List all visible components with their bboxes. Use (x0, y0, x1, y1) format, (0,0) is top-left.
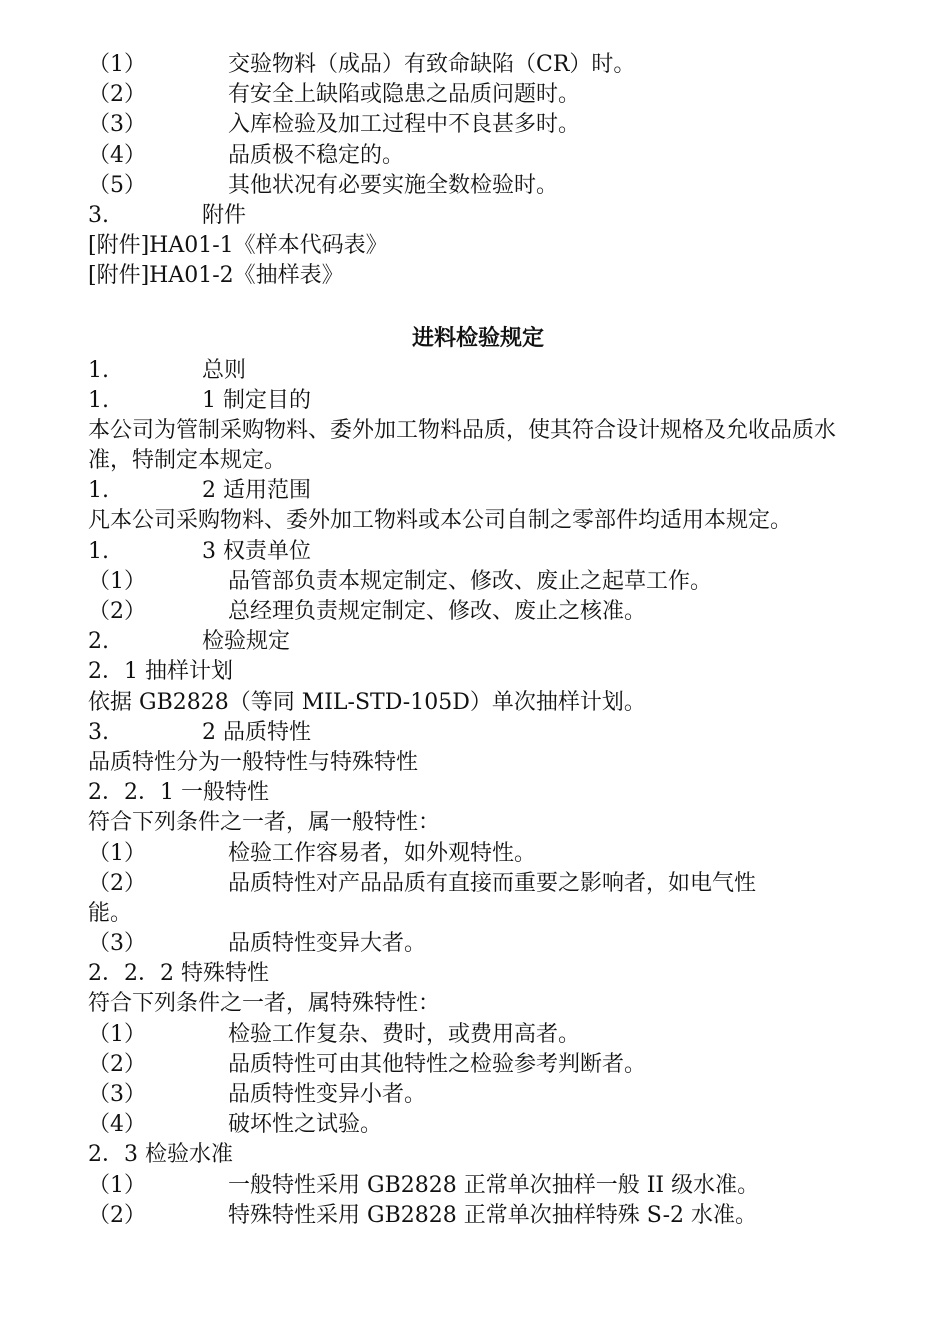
item-text: 品质特性对产品品质有直接而重要之影响者，如电气性 (228, 870, 757, 896)
item-text: 品质特性变异大者。 (228, 931, 427, 957)
list-item (88, 869, 868, 899)
section-label: 检验规定 (202, 629, 291, 655)
section-number: 1. (88, 357, 109, 383)
item-text: 交验物料（成品）有致命缺陷（CR）时。 (228, 52, 636, 77)
text-line: 2．2．1 一般特性 (88, 780, 269, 806)
item-text: 破坏性之试验。 (228, 1112, 383, 1138)
section-label: 总则 (202, 357, 247, 383)
item-number: （3） (88, 931, 146, 957)
item-text: 总经理负责规定制定、修改、废止之核准。 (228, 599, 647, 625)
item-number: （2） (88, 1202, 146, 1228)
item-number: （2） (88, 82, 146, 108)
text-line: [附件]HA01-1《样本代码表》 (88, 233, 388, 259)
text-line: [附件]HA01-2《抽样表》 (88, 263, 344, 289)
item-text: 入库检验及加工过程中不良甚多时。 (228, 112, 581, 138)
section-heading (88, 201, 868, 231)
item-text: 有安全上缺陷或隐患之品质问题时。 (228, 82, 581, 108)
section-heading (88, 356, 868, 386)
list-item (88, 1050, 868, 1080)
top-list (88, 50, 868, 292)
list-item (88, 1171, 868, 1201)
section-gap (88, 292, 868, 322)
section-heading (88, 386, 868, 416)
text-line: 2．3 检验水准 (88, 1142, 233, 1168)
list-item (88, 80, 868, 110)
section-label: 2 适用范围 (202, 478, 311, 504)
list-item (88, 1201, 868, 1231)
main-body (88, 356, 868, 1231)
paragraph: 本公司为管制采购物料、委外加工物料品质，使其符合设计规格及允收品质水准，特制定本规定。 (88, 417, 837, 474)
list-item (88, 50, 868, 80)
document-page (88, 50, 868, 1231)
section-number: 1. (88, 538, 109, 564)
list-item (88, 110, 868, 140)
section-heading (88, 537, 868, 567)
item-text: 特殊特性采用 GB2828 正常单次抽样特殊 S-2 水准。 (228, 1202, 758, 1228)
item-number: （1） (88, 1021, 146, 1047)
section-heading (88, 718, 868, 748)
list-item (88, 1080, 868, 1110)
list-item (88, 171, 868, 201)
item-number: （2） (88, 1051, 146, 1077)
paragraph: 凡本公司采购物料、委外加工物料或本公司自制之零部件均适用本规定。 (88, 508, 793, 534)
item-number: （1） (88, 1172, 146, 1198)
section-label: 附件 (202, 202, 247, 228)
item-text: 品质特性可由其他特性之检验参考判断者。 (228, 1051, 647, 1077)
list-item (88, 141, 868, 171)
item-text: 一般特性采用 GB2828 正常单次抽样一般 II 级水准。 (228, 1172, 760, 1198)
list-item (88, 839, 868, 869)
section-number: 3. (88, 202, 109, 228)
list-item-continuation: 能。 (88, 900, 133, 926)
item-text: 检验工作容易者，如外观特性。 (228, 840, 537, 866)
item-number: （1） (88, 52, 146, 77)
section-number: 2. (88, 629, 109, 655)
item-number: （4） (88, 1112, 146, 1138)
item-number: （1） (88, 568, 146, 594)
section-number: 1. (88, 387, 109, 413)
item-text: 品质极不稳定的。 (228, 142, 405, 168)
list-item (88, 1110, 868, 1140)
item-number: （2） (88, 599, 146, 625)
section-label: 2 品质特性 (202, 719, 311, 745)
section-heading (88, 627, 868, 657)
section-label: 1 制定目的 (202, 387, 311, 413)
item-number: （3） (88, 112, 146, 138)
text-line: 依据 GB2828（等同 MIL-STD-105D）单次抽样计划。 (88, 689, 646, 715)
item-text: 其他状况有必要实施全数检验时。 (228, 172, 559, 198)
item-number: （2） (88, 870, 146, 896)
section-label: 3 权责单位 (202, 538, 311, 564)
list-item (88, 929, 868, 959)
item-number: （5） (88, 172, 146, 198)
list-item (88, 1020, 868, 1050)
list-item (88, 597, 868, 627)
section-number: 3. (88, 719, 109, 745)
item-text: 检验工作复杂、费时，或费用高者。 (228, 1021, 581, 1047)
text-line: 2．2．2 特殊特性 (88, 961, 269, 987)
section-number: 1. (88, 478, 109, 504)
item-number: （4） (88, 142, 146, 168)
item-text: 品管部负责本规定制定、修改、废止之起草工作。 (228, 568, 713, 594)
section-heading (88, 476, 868, 506)
item-number: （3） (88, 1082, 146, 1108)
list-item (88, 567, 868, 597)
item-text: 品质特性变异小者。 (228, 1082, 427, 1108)
item-number: （1） (88, 840, 146, 866)
text-line: 品质特性分为一般特性与特殊特性 (88, 749, 419, 775)
text-line: 符合下列条件之一者，属一般特性： (88, 810, 441, 836)
document-title: 进料检验规定 (411, 325, 544, 351)
text-line: 符合下列条件之一者，属特殊特性： (88, 991, 441, 1017)
text-line: 2．1 抽样计划 (88, 659, 233, 685)
